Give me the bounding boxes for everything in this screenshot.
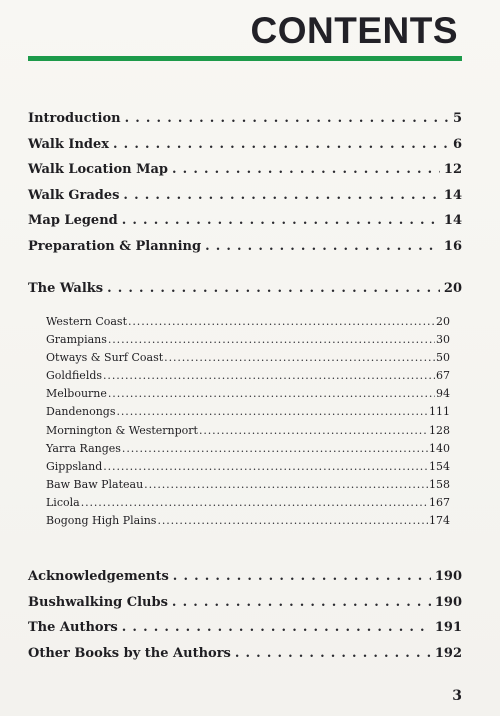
- region-entry[interactable]: [46, 440, 450, 458]
- toc-entry[interactable]: [28, 641, 462, 667]
- toc-entry[interactable]: [28, 234, 462, 260]
- region-entry[interactable]: [46, 494, 450, 512]
- region-entry-page: 158: [429, 477, 450, 491]
- back-matter-list: [28, 564, 462, 666]
- toc-entry[interactable]: [28, 590, 462, 616]
- toc-entry[interactable]: [28, 564, 462, 590]
- region-entry[interactable]: [46, 458, 450, 476]
- dot-leader: [122, 208, 440, 234]
- region-entry-page: 20: [436, 315, 450, 328]
- dot-leader: [103, 458, 428, 476]
- region-entry-page: 67: [436, 369, 450, 383]
- dot-leader: [125, 106, 449, 132]
- toc-entry[interactable]: [28, 183, 462, 209]
- toc-entry-label: Walk Location Map: [28, 162, 169, 177]
- dot-leader: [172, 157, 440, 183]
- region-entry-label: Grampians: [46, 333, 107, 347]
- toc-entry-page: 6: [452, 136, 462, 152]
- region-entry-label: Bogong High Plains: [46, 514, 157, 528]
- walk-regions-list: [28, 313, 462, 530]
- toc-entry-label: Walk Grades: [28, 187, 120, 203]
- dot-leader: [164, 349, 435, 367]
- region-entry-label: Goldfields: [46, 369, 103, 383]
- dot-leader: [108, 385, 435, 403]
- toc-entry-label: Bushwalking Clubs: [28, 594, 168, 610]
- dot-leader: [107, 276, 440, 302]
- toc-entry-page: 14: [443, 187, 462, 203]
- page-number: 3: [452, 688, 462, 704]
- region-entry-page: 154: [429, 459, 450, 473]
- region-entry-label: Licola: [46, 495, 80, 509]
- dot-leader: [123, 183, 439, 209]
- dot-leader: [235, 641, 431, 667]
- dot-leader: [172, 590, 431, 616]
- dot-leader: [157, 512, 428, 530]
- region-entry[interactable]: [46, 367, 450, 385]
- toc-entry-label: Map Legend: [28, 213, 118, 228]
- region-entry[interactable]: [46, 349, 450, 367]
- region-entry-page: 167: [429, 495, 450, 509]
- region-entry-page: 50: [436, 351, 450, 365]
- region-entry-label: Otways & Surf Coast: [46, 351, 164, 365]
- dot-leader: [128, 313, 435, 331]
- page-title: CONTENTS: [250, 10, 458, 51]
- region-entry[interactable]: [46, 313, 450, 331]
- toc-entry-page: 16: [443, 238, 462, 254]
- region-entry-label: Dandenongs: [46, 405, 116, 419]
- toc-entry-page: 190: [434, 594, 462, 610]
- dot-leader: [199, 422, 428, 440]
- green-rule: [28, 56, 462, 61]
- dot-leader: [103, 367, 435, 385]
- toc-entry-page: 191: [434, 620, 462, 635]
- region-entry-label: Yarra Ranges: [46, 441, 121, 455]
- toc-entry-label: Introduction: [28, 111, 121, 126]
- dot-leader: [205, 234, 440, 260]
- walks-section: [28, 276, 462, 302]
- toc-entry-page: 14: [443, 213, 462, 228]
- toc-entry[interactable]: [28, 615, 462, 641]
- toc-entry-label: Other Books by the Authors: [28, 645, 231, 661]
- region-entry-page: 30: [436, 333, 450, 347]
- region-entry-page: 94: [436, 387, 450, 401]
- toc-entry-the-walks[interactable]: [28, 276, 462, 302]
- region-entry-label: Baw Baw Plateau: [46, 477, 144, 491]
- region-entry[interactable]: [46, 422, 450, 440]
- region-entry-page: 174: [429, 514, 450, 528]
- front-matter-list: [28, 106, 462, 259]
- region-entry-label: Gippsland: [46, 459, 103, 473]
- toc-entry-page: 12: [443, 162, 462, 177]
- dot-leader: [113, 132, 449, 158]
- toc-entry-label: The Authors: [28, 620, 118, 635]
- region-entry-page: 111: [429, 405, 450, 419]
- region-entry[interactable]: [46, 403, 450, 421]
- dot-leader: [108, 331, 435, 349]
- toc-entry-page: 5: [452, 111, 462, 126]
- toc-entry-label: Acknowledgements: [28, 569, 169, 584]
- toc-entry-label: Preparation & Planning: [28, 238, 202, 254]
- dot-leader: [122, 615, 431, 641]
- toc-entry[interactable]: [28, 132, 462, 158]
- region-entry[interactable]: [46, 385, 450, 403]
- toc-entry[interactable]: [28, 157, 462, 183]
- region-entry[interactable]: [46, 512, 450, 530]
- region-entry-label: Melbourne: [46, 387, 107, 401]
- toc-entry-page: 192: [434, 645, 462, 661]
- dot-leader: [122, 440, 428, 458]
- region-entry-label: Mornington & Westernport: [46, 423, 198, 437]
- toc-entry-label: The Walks: [28, 281, 104, 296]
- toc-entry[interactable]: [28, 208, 462, 234]
- dot-leader: [81, 494, 428, 512]
- region-entry-page: 140: [429, 441, 450, 455]
- toc-entry-label: Walk Index: [28, 136, 110, 152]
- region-entry-label: Western Coast: [46, 315, 127, 328]
- dot-leader: [173, 564, 431, 590]
- region-entry[interactable]: [46, 476, 450, 494]
- toc-entry-page: 20: [443, 281, 462, 296]
- region-entry[interactable]: [46, 331, 450, 349]
- dot-leader: [117, 403, 429, 421]
- region-entry-page: 128: [429, 423, 450, 437]
- toc-entry-page: 190: [434, 569, 462, 584]
- dot-leader: [144, 476, 428, 494]
- toc-entry[interactable]: [28, 106, 462, 132]
